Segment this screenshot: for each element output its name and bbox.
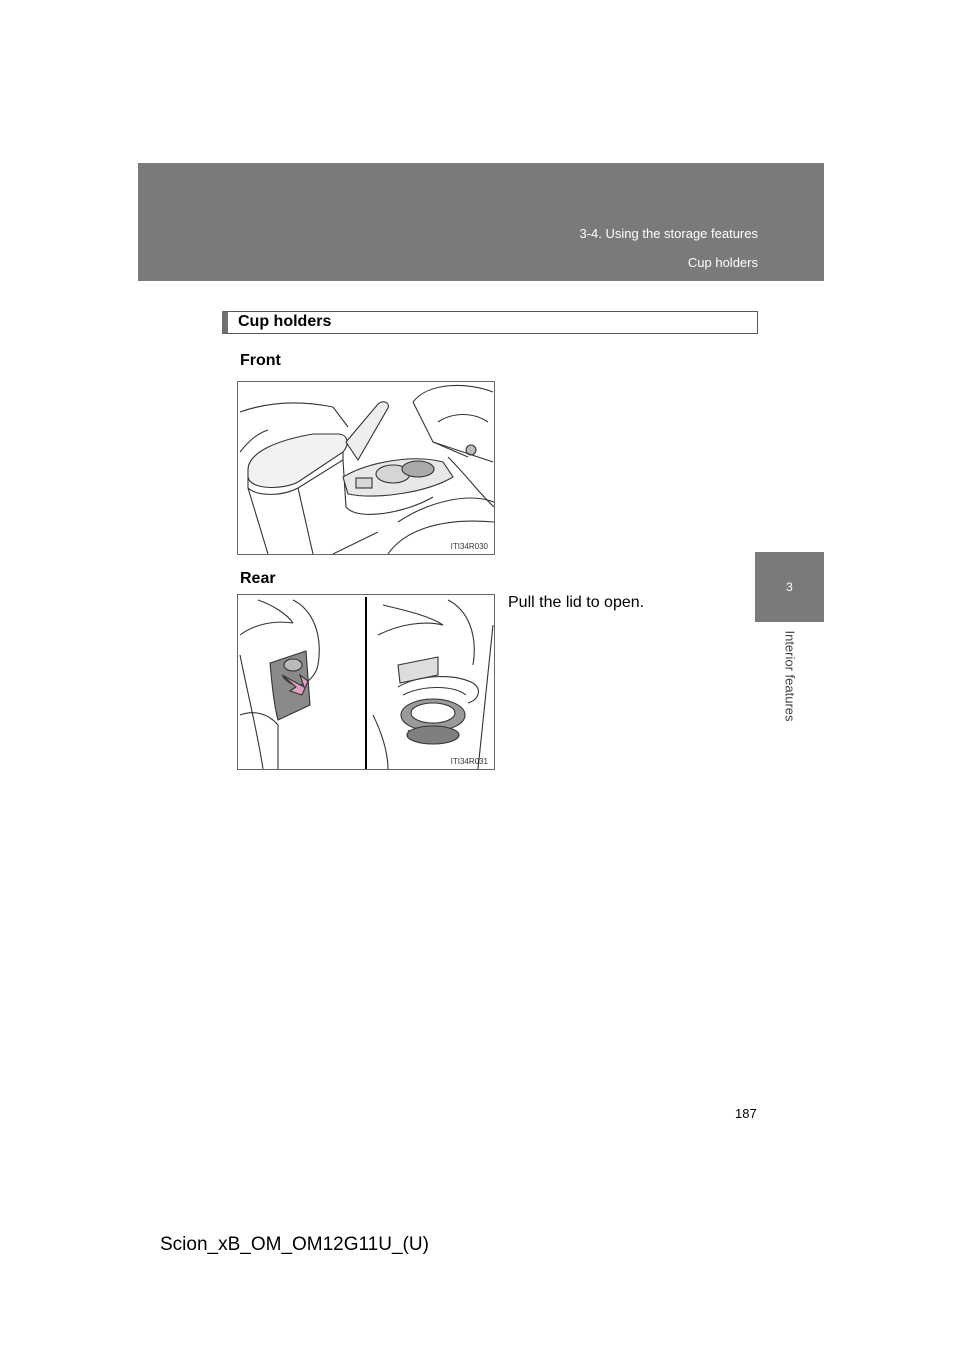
chapter-number: 3 — [786, 580, 793, 594]
front-figure-code: ITI34R030 — [450, 542, 488, 551]
document-id: Scion_xB_OM_OM12G11U_(U) — [160, 1234, 429, 1255]
rear-figure-code: ITI34R031 — [450, 757, 488, 766]
rear-console-illustration — [238, 595, 494, 769]
rear-heading: Rear — [240, 570, 276, 587]
header-section-title: 3-4. Using the storage features — [579, 226, 758, 241]
section-heading-bar — [222, 311, 758, 334]
front-heading: Front — [240, 352, 281, 369]
front-console-illustration — [238, 382, 494, 554]
section-title: Cup holders — [238, 313, 332, 330]
rear-instruction-text: Pull the lid to open. — [508, 594, 645, 611]
header-subsection-title: Cup holders — [687, 255, 758, 270]
front-cup-holder-figure — [237, 381, 495, 555]
chapter-label: Interior features — [782, 630, 798, 722]
page-number: 187 — [735, 1106, 757, 1121]
chapter-tab — [755, 552, 824, 622]
rear-cup-holder-figure — [237, 594, 495, 770]
